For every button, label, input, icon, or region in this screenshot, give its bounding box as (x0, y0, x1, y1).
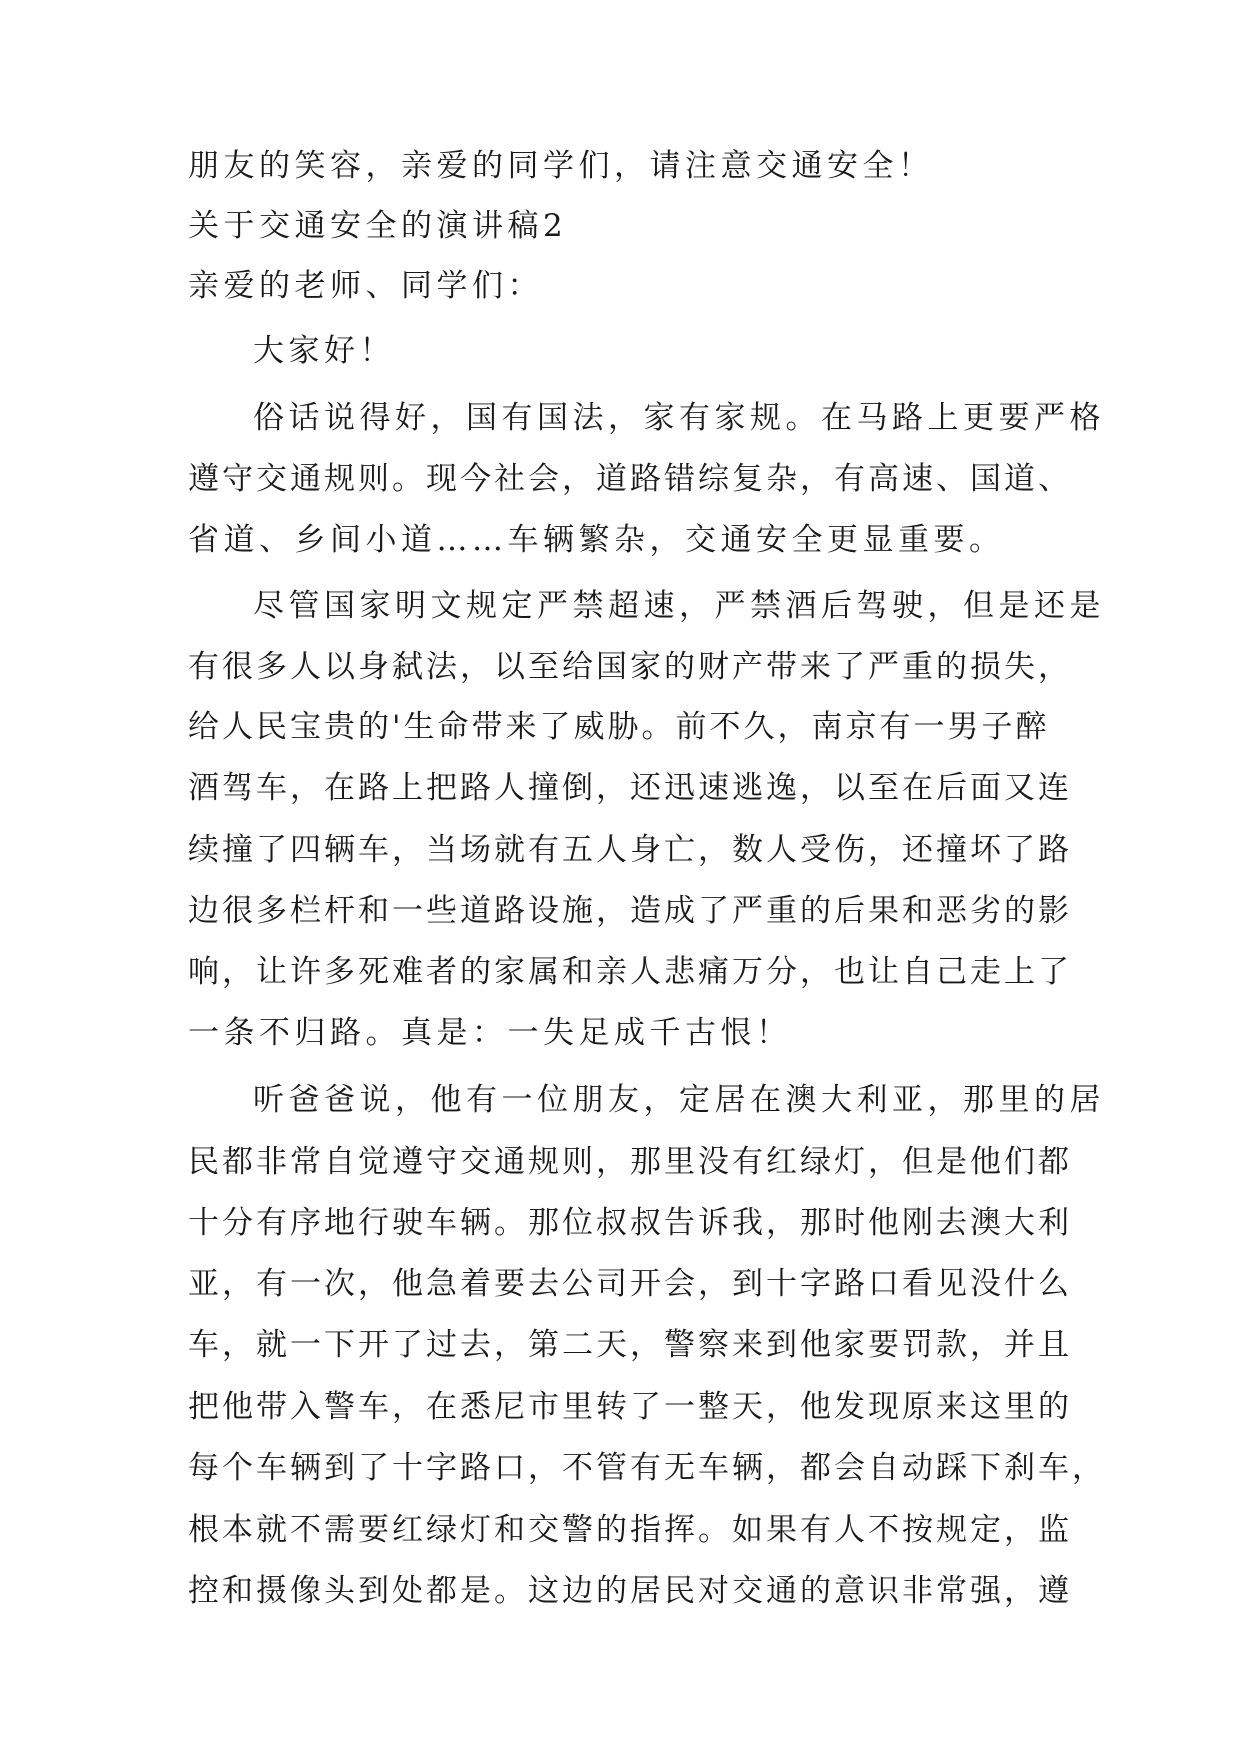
text-line: 十分有序地行驶车辆。那位叔叔告诉我，那时他刚去澳大利 (188, 1205, 1072, 1241)
text-line: 俗话说得好，国有国法，家有家规。在马路上更要严格 (253, 400, 1105, 436)
text-line: 民都非常自觉遵守交通规则，那里没有红绿灯，但是他们都 (188, 1144, 1072, 1180)
text-line: 亚，有一次，他急着要去公司开会，到十字路口看见没什么 (188, 1266, 1072, 1302)
text-line: 遵守交通规则。现今社会，道路错综复杂，有高速、国道、 (188, 461, 1072, 497)
text-line: 把他带入警车，在悉尼市里转了一整天，他发现原来这里的 (188, 1389, 1072, 1425)
greeting: 大家好！ (253, 333, 395, 369)
text-line: 边很多栏杆和一些道路设施，造成了严重的后果和恶劣的影 (188, 893, 1072, 929)
text-line: 车，就一下开了过去，第二天，警察来到他家要罚款，并且 (188, 1327, 1072, 1363)
text-line: 根本就不需要红绿灯和交警的指挥。如果有人不按规定，监 (188, 1512, 1072, 1548)
text-line: 控和摄像头到处都是。这边的居民对交通的意识非常强，遵 (188, 1573, 1072, 1609)
text-line: 给人民宝贵的'生命带来了威胁。前不久，南京有一男子醉 (188, 709, 1050, 745)
section-title: 关于交通安全的演讲稿2 (188, 208, 568, 244)
text-line: 酒驾车，在路上把路人撞倒，还迅速逃逸，以至在后面又连 (188, 770, 1072, 806)
text-line: 响，让许多死难者的家属和亲人悲痛万分，也让自己走上了 (188, 954, 1072, 990)
text-line: 省道、乡间小道……车辆繁杂，交通安全更显重要。 (188, 522, 1005, 558)
text-line: 每个车辆到了十字路口，不管有无车辆，都会自动踩下刹车， (188, 1450, 1106, 1486)
salutation: 亲爱的老师、同学们： (188, 268, 543, 304)
text-line: 续撞了四辆车，当场就有五人身亡，数人受伤，还撞坏了路 (188, 832, 1072, 868)
text-line: 听爸爸说，他有一位朋友，定居在澳大利亚，那里的居 (253, 1082, 1105, 1118)
text-line: 尽管国家明文规定严禁超速，严禁酒后驾驶，但是还是 (253, 588, 1105, 624)
text-line: 朋友的笑容，亲爱的同学们，请注意交通安全！ (188, 148, 934, 184)
text-line: 一条不归路。真是：一失足成千古恨！ (188, 1015, 792, 1051)
text-line: 有很多人以身弑法，以至给国家的财产带来了严重的损失， (188, 649, 1072, 685)
